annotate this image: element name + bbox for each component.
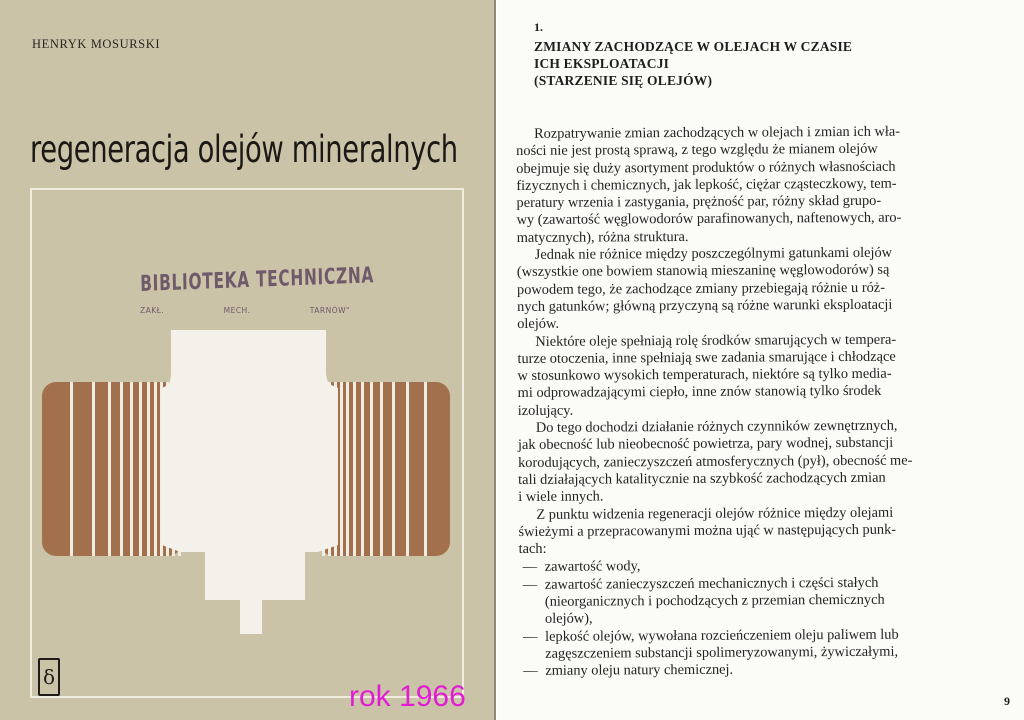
panel-stripe <box>370 382 373 556</box>
chapter-title-line: ZMIANY ZACHODZĄCE W OLEJACH W CZASIE <box>534 39 853 54</box>
stamp-word: TARNÓW" <box>309 306 350 315</box>
text-line: Do tego dochodzi działanie różnych czynników zewnętrznych, <box>535 417 898 436</box>
chapter-title <box>534 38 974 89</box>
panel-stripe <box>361 382 364 556</box>
list-item <box>519 660 1024 680</box>
text-line: olejów), <box>544 610 593 628</box>
text-line: matycznych), różna struktura. <box>516 228 689 246</box>
text-line: (wszystkie one bowiem stanowią mieszaninę węglowodorów) są <box>516 262 890 281</box>
text-line: Jednak nie różnice między poszczególnymi gatunkami olejów <box>534 244 893 263</box>
chapter-title-line: ICH EKSPLOATACJI <box>534 56 670 71</box>
paragraph <box>517 244 1024 334</box>
text-line: powodem tego, że zachodzące zmiany przebiegają różnie u róż- <box>516 279 886 298</box>
text-line: lepkość olejów, wywołana rozcieńczeniem oleju paliwem lub <box>545 626 899 645</box>
cover-illustration <box>0 0 496 720</box>
list-dash: — <box>522 576 538 593</box>
text-line: w stosunkowo wysokich temperaturach, niektóre są tylko media- <box>517 365 892 385</box>
list-dash: — <box>523 628 538 645</box>
panel-stripe <box>380 382 383 556</box>
text-line: izolujący. <box>517 402 574 419</box>
panel-stripe <box>120 382 123 556</box>
text-line: zagęszczeniem substancji spolimeryzowanymi, żywiczałymi, <box>545 643 899 662</box>
panel-stripe <box>346 382 349 556</box>
text-line: zawartość wody, <box>544 558 641 576</box>
cover-title: regeneracja olejów mineralnych <box>30 128 458 171</box>
book-page <box>498 0 1024 720</box>
cover-author: HENRYK MOSURSKI <box>32 37 161 51</box>
chapter-number: 1. <box>534 20 543 34</box>
page-number: 9 <box>1004 694 1010 708</box>
panel-stripe <box>92 382 95 556</box>
list-item <box>519 625 1024 663</box>
text-line: obejmuje się duży asortyment produktów o różnych własnościach <box>516 158 896 177</box>
right-panel <box>320 382 450 556</box>
text-line: tali działających katalitycznie na szybkość zachodzących zmian <box>518 469 886 488</box>
panel-stripe <box>130 382 133 556</box>
stamp-title: BIBLIOTEKA TECHNICZNA <box>140 263 375 297</box>
text-line: fizycznych i chemicznych, jak lepkość, ciężar cząsteczkowy, tem- <box>516 175 897 194</box>
stamp-word: MECH. <box>223 306 251 315</box>
panel-stripe <box>147 382 150 556</box>
text-line: (nieorganicznych i pochodzących z przemian chemicznych <box>544 591 885 610</box>
center-shape <box>162 330 338 634</box>
library-stamp <box>140 263 375 318</box>
bullet-list <box>519 556 1024 680</box>
list-dash: — <box>523 663 538 680</box>
text-line: korodujących, zanieczyszczeń atmosferycznych (pył), obecność me- <box>518 452 913 471</box>
text-line: olejów. <box>517 316 560 333</box>
text-line: mi odprowadzającymi ciepło, inne znów stanowią tylko środek <box>517 383 882 402</box>
panel-stripe <box>139 382 142 556</box>
book-cover <box>0 0 496 720</box>
body-text <box>516 123 1024 681</box>
stamp-subtitle <box>140 306 350 315</box>
list-dash: — <box>522 559 538 576</box>
panel-stripe <box>392 382 395 556</box>
panel-stripe <box>108 382 111 556</box>
year-annotation: rok 1966 <box>349 680 466 713</box>
text-line: wy (zawartość węglowodorów parafinowanych, naftenowych, aro- <box>516 210 902 229</box>
panel-stripe <box>70 382 73 556</box>
panel-stripe <box>424 382 427 556</box>
panel-stripe <box>340 382 343 556</box>
chapter-title-line: (STARZENIE SIĘ OLEJÓW) <box>534 73 713 88</box>
text-line: tach: <box>518 540 547 558</box>
paragraph <box>516 123 1024 247</box>
text-line: nych gatunków; główną przyczyną są różne warunki eksploatacji <box>517 296 893 315</box>
text-line: i wiele innych. <box>518 488 604 506</box>
panel-stripe <box>353 382 356 556</box>
text-line: świeżymi a przepracowanymi można ująć w następujących punk- <box>518 521 897 540</box>
text-line: Z punktu widzenia regeneracji olejów różnice między olejami <box>536 504 894 523</box>
panel-stripe <box>154 382 157 556</box>
text-line: Niektóre oleje spełniają rolę środków smarujących w tempera- <box>535 331 897 350</box>
text-line: peratury wrzenia i zastygania, prężność par, różny skład grupo- <box>516 192 882 212</box>
panel-stripe <box>406 382 409 556</box>
text-line: turze otoczenia, inne spełniają swe zadania smarujące i chłodzące <box>517 348 896 367</box>
text-line: zawartość zanieczyszczeń mechanicznych i części stałych <box>544 574 879 593</box>
stamp-word: ZAKŁ. <box>140 306 165 315</box>
text-line: zmiany oleju natury chemicznej. <box>545 661 734 680</box>
text-line: Rozpatrywanie zmian zachodzących w olejach i zmian ich wła- <box>533 123 901 142</box>
paragraph <box>518 503 1024 558</box>
list-item <box>519 574 1024 629</box>
paragraph <box>518 417 1024 507</box>
paragraph <box>517 330 1024 420</box>
text-line: jak obecność lub nieobecność powietrza, pary wodnej, substancji <box>517 435 894 454</box>
publisher-logo-icon: δ <box>38 658 60 696</box>
text-line: ności nie jest prostą sprawą, z tego względu że mianem olejów <box>516 141 878 160</box>
